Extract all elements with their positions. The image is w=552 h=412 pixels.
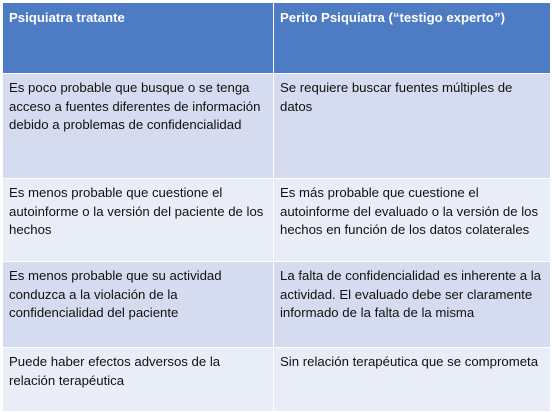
table-cell: Es menos probable que cuestione el autoinforme o la versión del paciente de los hechos: [3, 179, 274, 262]
table-row: [3, 179, 551, 262]
table-row: [3, 348, 551, 412]
table-cell: Es más probable que cuestione el autoinforme del evaluado o la versión de los hechos en función de los datos colaterales: [274, 179, 551, 262]
table-cell: Es menos probable que su actividad conduzca a la violación de la confidencialidad del paciente: [3, 262, 274, 348]
table-cell: Puede haber efectos adversos de la relación terapéutica: [3, 348, 274, 412]
table-header-row: [3, 3, 551, 74]
column-header-expert-psychiatrist: Perito Psiquiatra (“testigo experto”): [274, 3, 551, 74]
table-row: [3, 262, 551, 348]
column-header-treating-psychiatrist: Psiquiatra tratante: [3, 3, 274, 74]
table-cell: Sin relación terapéutica que se comprometa: [274, 348, 551, 412]
comparison-table: [2, 2, 551, 412]
table-cell: Se requiere buscar fuentes múltiples de datos: [274, 74, 551, 179]
comparison-table-container: [2, 2, 550, 405]
table-cell: Es poco probable que busque o se tenga acceso a fuentes diferentes de información debido a problemas de confidencialidad: [3, 74, 274, 179]
table-row: [3, 74, 551, 179]
table-cell: La falta de confidencialidad es inherente a la actividad. El evaluado debe ser claramente informado de la falta de la misma: [274, 262, 551, 348]
